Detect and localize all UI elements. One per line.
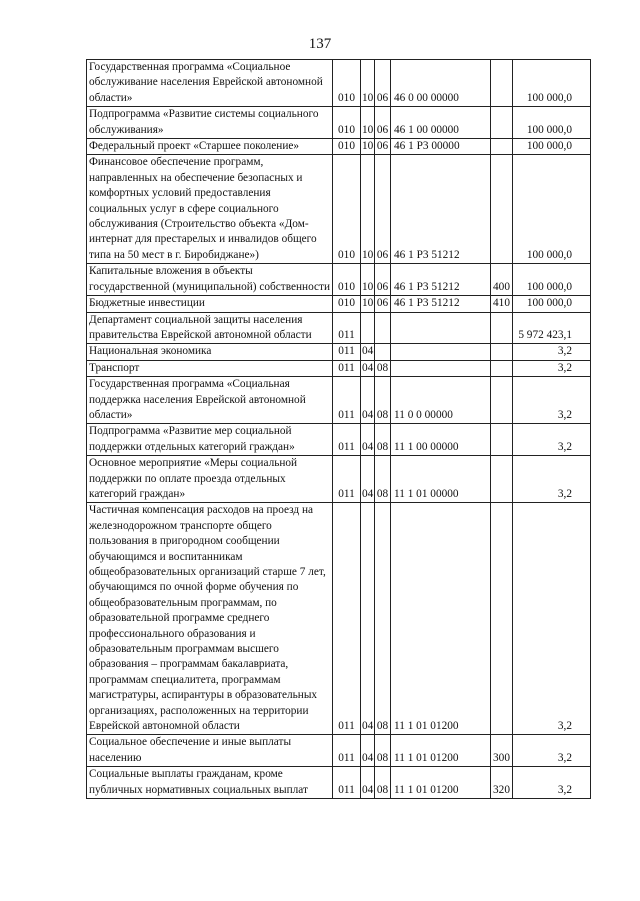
row-amount: 5 972 423,1 — [513, 312, 591, 344]
row-amount: 3,2 — [513, 424, 591, 456]
table-row — [87, 377, 591, 424]
row-section-code: 10 — [361, 264, 375, 296]
row-glava-code: 010 — [333, 296, 361, 312]
row-glava-code: 011 — [333, 424, 361, 456]
table-row — [87, 424, 591, 456]
row-subsection-code: 06 — [375, 107, 391, 139]
row-section-code: 10 — [361, 107, 375, 139]
row-glava-code: 010 — [333, 60, 361, 107]
row-name: Государственная программа «Социальное обслуживание населения Еврейской автономной области» — [87, 60, 333, 107]
row-target-article-code: 46 1 Р3 51212 — [391, 155, 491, 264]
row-expense-type-code — [491, 360, 513, 376]
row-section-code: 04 — [361, 424, 375, 456]
row-amount: 3,2 — [513, 344, 591, 360]
row-amount: 3,2 — [513, 360, 591, 376]
row-target-article-code — [391, 344, 491, 360]
row-subsection-code — [375, 312, 391, 344]
row-amount: 3,2 — [513, 377, 591, 424]
row-section-code: 04 — [361, 344, 375, 360]
row-expense-type-code — [491, 107, 513, 139]
row-glava-code: 011 — [333, 767, 361, 799]
row-name: Социальные выплаты гражданам, кроме публичных нормативных социальных выплат — [87, 767, 333, 799]
row-target-article-code: 11 1 01 01200 — [391, 767, 491, 799]
row-target-article-code: 11 1 00 00000 — [391, 424, 491, 456]
row-expense-type-code — [491, 424, 513, 456]
row-expense-type-code: 320 — [491, 767, 513, 799]
row-target-article-code — [391, 360, 491, 376]
row-amount: 3,2 — [513, 767, 591, 799]
row-name: Частичная компенсация расходов на проезд на железнодорожном транспорте общего пользования в пригородном сообщении обучающимся и воспитанникам общеобразовательных организаций старше 7 лет, обучающимся по очной форме обучения по общеобразовательным программам, по образовательной программе среднего профессионального образования и образовательным программам высшего образования – программам бакалавриата, программам специалитета, программам магистратуры, аспирантуры в образовательных организациях, расположенных на территории Еврейской автономной области — [87, 503, 333, 735]
row-expense-type-code — [491, 60, 513, 107]
row-name: Подпрограмма «Развитие системы социального обслуживания» — [87, 107, 333, 139]
row-expense-type-code — [491, 312, 513, 344]
table-row — [87, 456, 591, 503]
row-section-code: 04 — [361, 456, 375, 503]
row-subsection-code — [375, 344, 391, 360]
row-subsection-code: 06 — [375, 155, 391, 264]
row-subsection-code: 08 — [375, 377, 391, 424]
row-subsection-code: 08 — [375, 735, 391, 767]
row-glava-code: 010 — [333, 139, 361, 155]
table-row — [87, 264, 591, 296]
row-amount: 100 000,0 — [513, 107, 591, 139]
row-section-code: 04 — [361, 377, 375, 424]
row-section-code: 04 — [361, 503, 375, 735]
row-subsection-code: 06 — [375, 264, 391, 296]
row-target-article-code: 46 0 00 00000 — [391, 60, 491, 107]
row-subsection-code: 08 — [375, 503, 391, 735]
row-target-article-code: 11 1 01 01200 — [391, 503, 491, 735]
table-row — [87, 767, 591, 799]
row-subsection-code: 06 — [375, 296, 391, 312]
row-amount: 100 000,0 — [513, 264, 591, 296]
row-name: Подпрограмма «Развитие мер социальной поддержки отдельных категорий граждан» — [87, 424, 333, 456]
table-row — [87, 139, 591, 155]
row-expense-type-code — [491, 503, 513, 735]
page-number: 137 — [308, 36, 332, 52]
table-row — [87, 503, 591, 735]
row-glava-code: 011 — [333, 377, 361, 424]
row-subsection-code: 06 — [375, 60, 391, 107]
row-expense-type-code: 410 — [491, 296, 513, 312]
row-glava-code: 010 — [333, 264, 361, 296]
row-subsection-code: 06 — [375, 139, 391, 155]
row-target-article-code: 46 1 Р3 00000 — [391, 139, 491, 155]
budget-table — [86, 59, 591, 799]
row-expense-type-code — [491, 377, 513, 424]
row-glava-code: 011 — [333, 503, 361, 735]
row-target-article-code: 11 0 0 00000 — [391, 377, 491, 424]
row-name: Транспорт — [87, 360, 333, 376]
row-section-code: 04 — [361, 767, 375, 799]
row-name: Государственная программа «Социальная поддержка населения Еврейской автономной области» — [87, 377, 333, 424]
row-name: Социальное обеспечение и иные выплаты населению — [87, 735, 333, 767]
row-target-article-code: 46 1 Р3 51212 — [391, 296, 491, 312]
row-section-code: 04 — [361, 735, 375, 767]
row-section-code: 04 — [361, 360, 375, 376]
row-target-article-code: 46 1 00 00000 — [391, 107, 491, 139]
row-name: Департамент социальной защиты населения правительства Еврейской автономной области — [87, 312, 333, 344]
row-section-code: 10 — [361, 155, 375, 264]
row-expense-type-code: 400 — [491, 264, 513, 296]
row-expense-type-code — [491, 139, 513, 155]
row-section-code — [361, 312, 375, 344]
row-amount: 100 000,0 — [513, 296, 591, 312]
row-glava-code: 011 — [333, 344, 361, 360]
row-subsection-code: 08 — [375, 767, 391, 799]
row-section-code: 10 — [361, 139, 375, 155]
table-row — [87, 360, 591, 376]
row-target-article-code: 46 1 Р3 51212 — [391, 264, 491, 296]
row-name: Капитальные вложения в объекты государственной (муниципальной) собственности — [87, 264, 333, 296]
row-glava-code: 011 — [333, 360, 361, 376]
table-row — [87, 60, 591, 107]
row-target-article-code — [391, 312, 491, 344]
row-glava-code: 011 — [333, 312, 361, 344]
row-subsection-code: 08 — [375, 360, 391, 376]
row-section-code: 10 — [361, 296, 375, 312]
row-glava-code: 011 — [333, 456, 361, 503]
row-amount: 3,2 — [513, 735, 591, 767]
row-target-article-code: 11 1 01 01200 — [391, 735, 491, 767]
row-glava-code: 010 — [333, 107, 361, 139]
row-name: Основное мероприятие «Меры социальной поддержки по оплате проезда отдельных категорий граждан» — [87, 456, 333, 503]
row-target-article-code: 11 1 01 00000 — [391, 456, 491, 503]
row-glava-code: 011 — [333, 735, 361, 767]
table-row — [87, 155, 591, 264]
row-amount: 3,2 — [513, 456, 591, 503]
row-section-code: 10 — [361, 60, 375, 107]
row-subsection-code: 08 — [375, 424, 391, 456]
row-amount: 3,2 — [513, 503, 591, 735]
row-amount: 100 000,0 — [513, 60, 591, 107]
table-row — [87, 344, 591, 360]
row-expense-type-code — [491, 155, 513, 264]
row-name: Финансовое обеспечение программ, направленных на обеспечение безопасных и комфортных условий предоставления социальных услуг в сфере социального обслуживания (Строительство объекта «Дом-интернат для престарелых и инвалидов общего типа на 50 мест в г. Биробиджане») — [87, 155, 333, 264]
row-amount: 100 000,0 — [513, 155, 591, 264]
row-subsection-code: 08 — [375, 456, 391, 503]
row-name: Бюджетные инвестиции — [87, 296, 333, 312]
table-row — [87, 735, 591, 767]
row-expense-type-code — [491, 456, 513, 503]
row-expense-type-code — [491, 344, 513, 360]
row-expense-type-code: 300 — [491, 735, 513, 767]
row-glava-code: 010 — [333, 155, 361, 264]
row-name: Национальная экономика — [87, 344, 333, 360]
row-name: Федеральный проект «Старшее поколение» — [87, 139, 333, 155]
table-row — [87, 107, 591, 139]
row-amount: 100 000,0 — [513, 139, 591, 155]
table-row — [87, 296, 591, 312]
table-row — [87, 312, 591, 344]
